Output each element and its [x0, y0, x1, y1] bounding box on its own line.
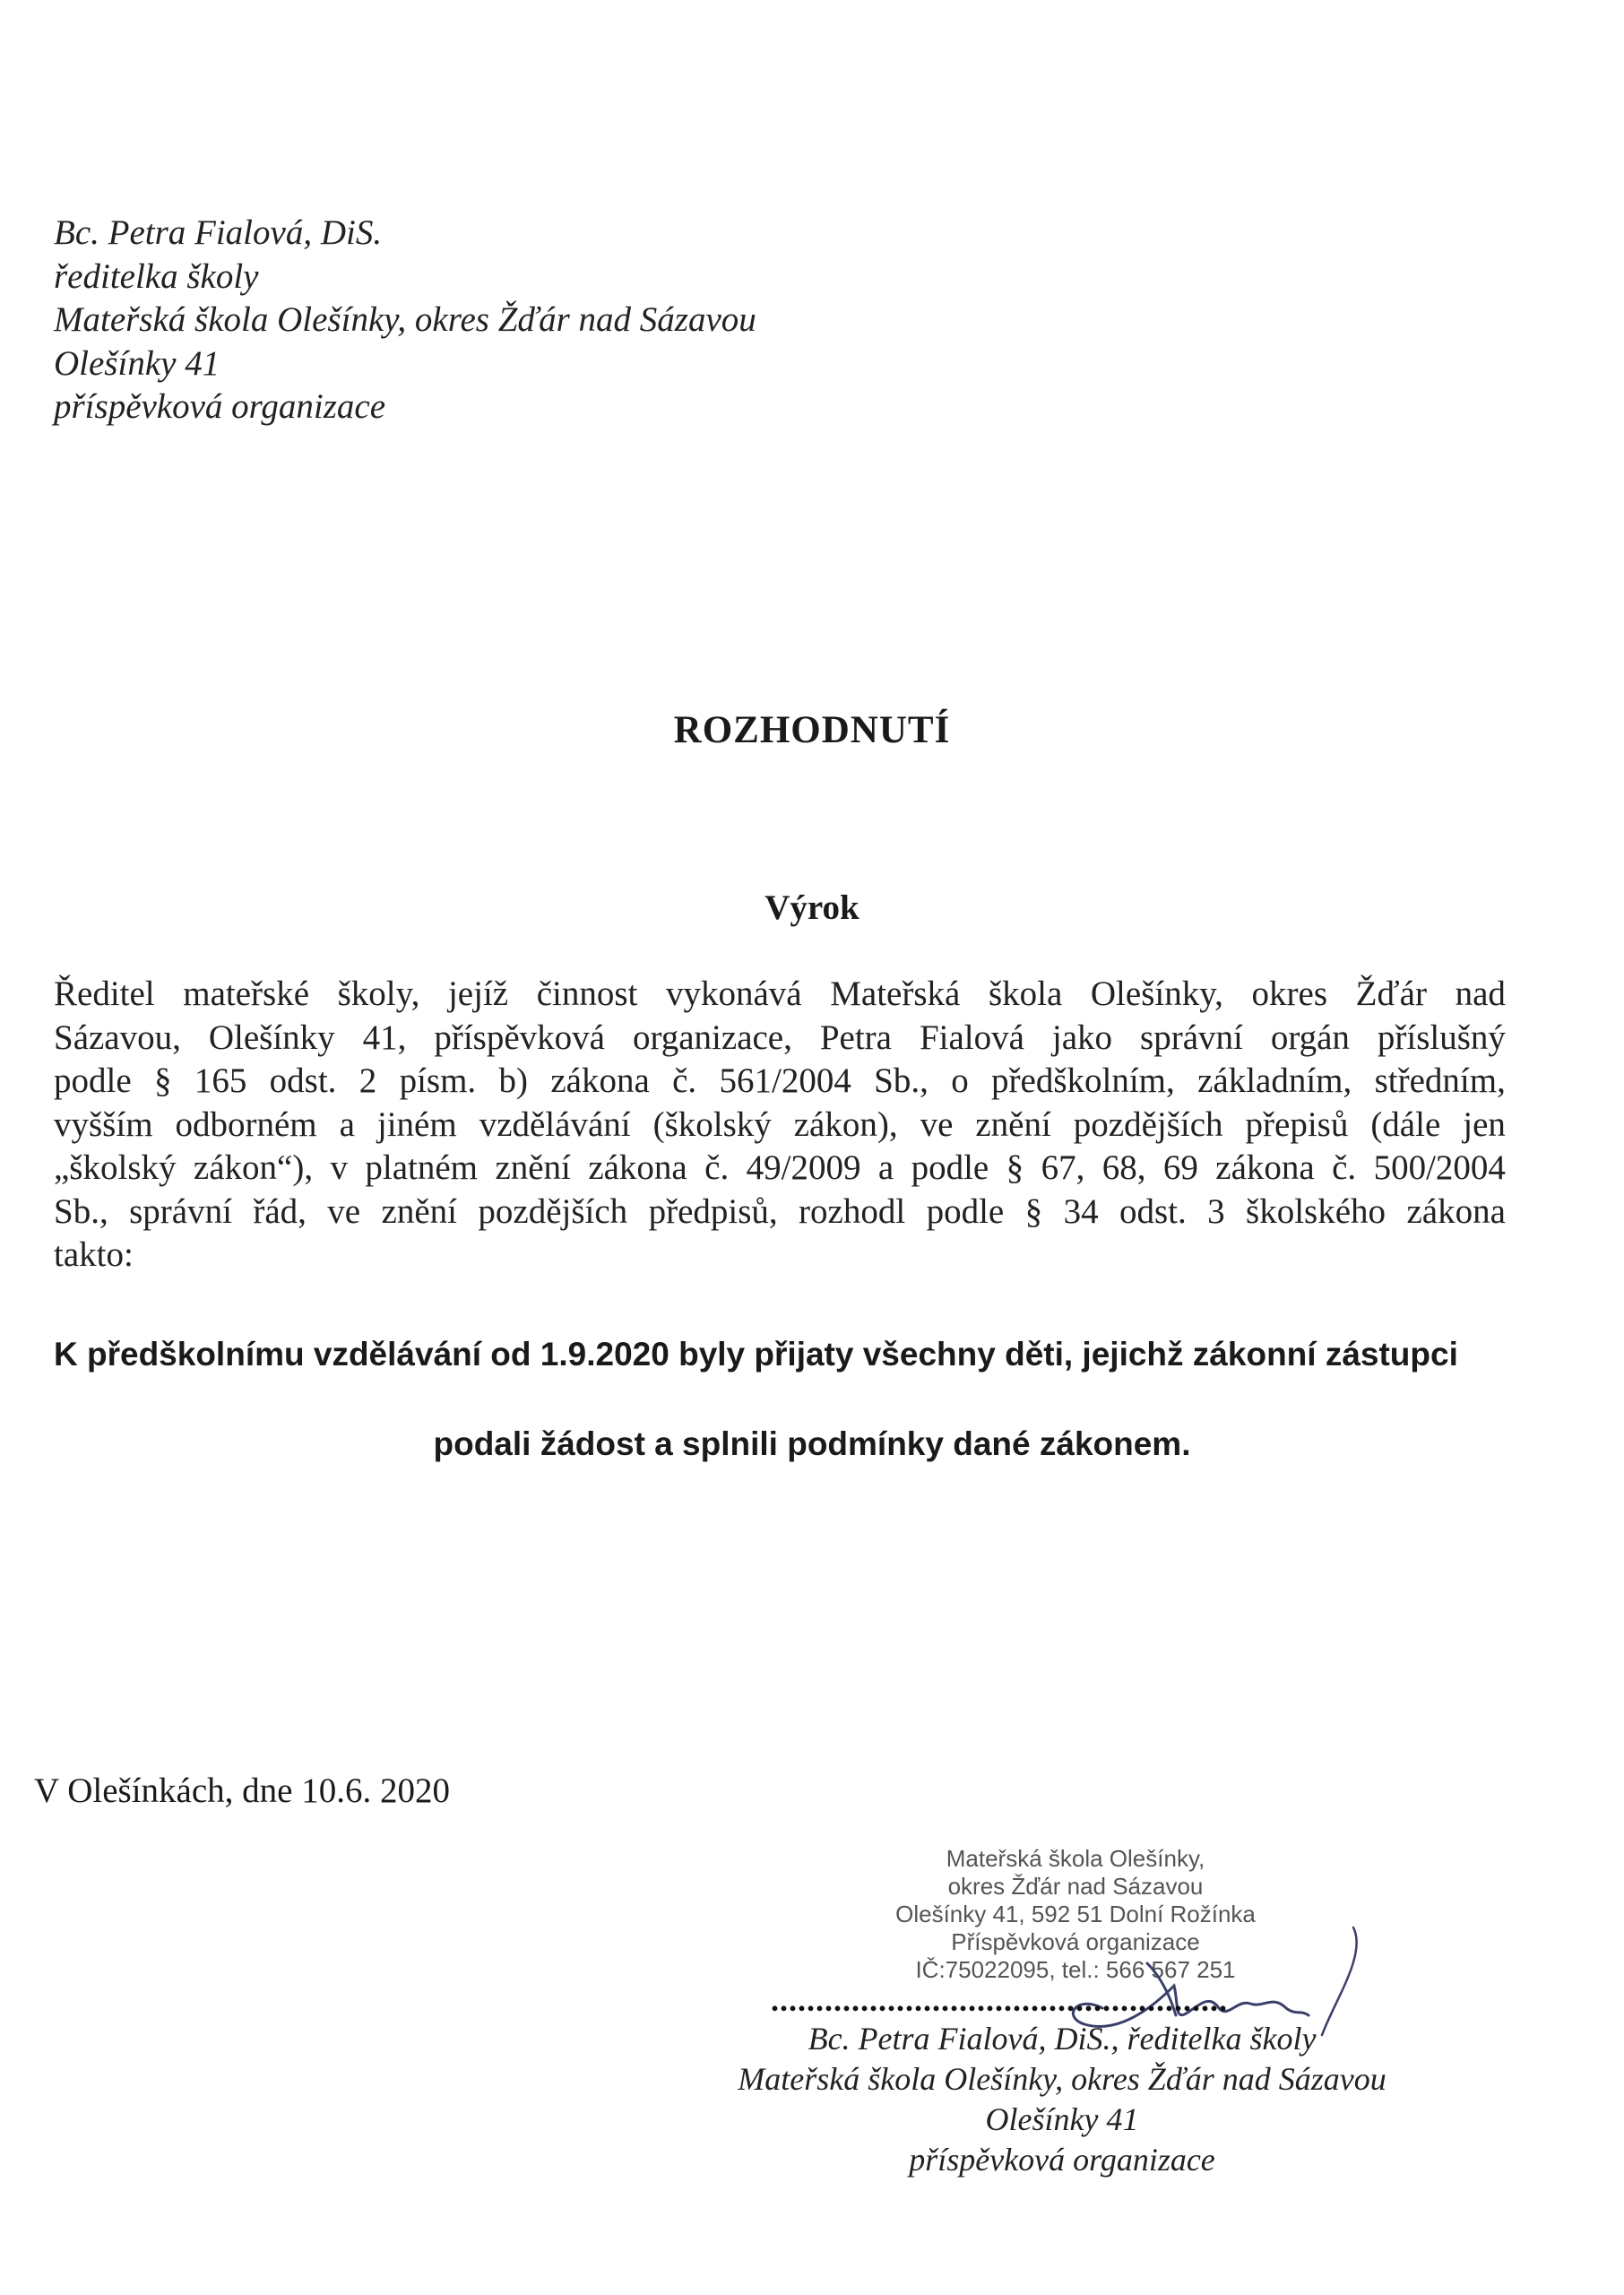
body-word: b)	[498, 1061, 528, 1100]
body-word: předpisů,	[648, 1191, 778, 1231]
body-word: Sb.,	[874, 1061, 929, 1100]
body-word: podle	[54, 1061, 132, 1100]
body-line	[54, 1060, 1506, 1104]
body-word: znění	[495, 1148, 571, 1187]
body-word: a	[339, 1104, 355, 1144]
body-word: Sázavou,	[54, 1018, 181, 1057]
body-word: správní	[1140, 1018, 1243, 1057]
body-word: základním,	[1197, 1061, 1352, 1100]
body-word: 68,	[1101, 1148, 1146, 1187]
body-word: jako	[1051, 1018, 1113, 1057]
body-word: středním,	[1374, 1061, 1506, 1100]
signature-line-text: Olešínky 41	[985, 2101, 1139, 2137]
body-word: okres	[1251, 974, 1328, 1013]
body-word: zákona	[588, 1148, 687, 1187]
body-word: Olešínky	[208, 1018, 335, 1057]
body-word: č.	[1332, 1148, 1357, 1187]
body-word: 69	[1162, 1148, 1198, 1187]
body-word: vzdělávání	[479, 1104, 631, 1144]
body-word: zákona	[550, 1061, 650, 1100]
body-word: znění	[975, 1104, 1051, 1144]
body-word: příspěvková	[434, 1018, 605, 1057]
body-word: č.	[672, 1061, 697, 1100]
header-line: Bc. Petra Fialová, DiS.	[54, 213, 383, 252]
body-word: o	[951, 1061, 969, 1100]
body-word: a	[877, 1148, 894, 1187]
body-word: Olešínky,	[1090, 974, 1223, 1013]
body-word: odst.	[1119, 1191, 1187, 1231]
body-word: mateřské	[183, 974, 310, 1013]
body-word: 165	[194, 1061, 247, 1100]
body-word: podle	[926, 1191, 1005, 1231]
body-word: vyšším	[54, 1104, 153, 1144]
signature-block	[681, 2019, 1443, 2180]
body-word: ve	[920, 1104, 954, 1144]
body-word: orgán	[1270, 1018, 1350, 1057]
body-word: §	[1006, 1148, 1024, 1187]
stamp-line: Olešínky 41, 592 51 Dolní Rožínka	[895, 1901, 1256, 1927]
body-word: školského	[1246, 1191, 1386, 1231]
sender-header	[54, 212, 756, 429]
signature-line-text: příspěvková organizace	[909, 2142, 1215, 2178]
body-word: znění	[381, 1191, 457, 1231]
body-word: §	[1024, 1191, 1043, 1231]
body-word: příslušný	[1377, 1018, 1506, 1057]
body-word: podle	[911, 1148, 989, 1187]
signature-line-text: Bc. Petra Fialová, DiS., ředitelka školy	[808, 2021, 1317, 2057]
body-word: činnost	[536, 974, 638, 1013]
body-word: 41,	[362, 1018, 407, 1057]
body-line	[54, 1191, 1506, 1234]
section-heading: Výrok	[764, 888, 860, 927]
body-word: 500/2004	[1373, 1148, 1506, 1187]
body-line	[54, 1017, 1506, 1061]
body-line	[54, 1147, 1506, 1191]
body-word: zákon“),	[193, 1148, 314, 1187]
body-word: přepisů	[1245, 1104, 1349, 1144]
body-word: zákon),	[793, 1104, 898, 1144]
body-word: Fialová	[919, 1018, 1024, 1057]
body-word: pozdějších	[1073, 1104, 1223, 1144]
header-line: Olešínky 41	[54, 343, 220, 383]
body-word: 3	[1207, 1191, 1225, 1231]
body-word: vykonává	[666, 974, 802, 1013]
stamp-line: IČ:75022095, tel.: 566 567 251	[915, 1956, 1236, 1983]
stamp-line: Příspěvková organizace	[951, 1928, 1200, 1955]
body-line	[54, 1104, 1506, 1148]
body-word: jejíž	[447, 974, 509, 1013]
decision-statement-line1: K předškolnímu vzdělávání od 1.9.2020 byly přijaty všechny děti, jejichž zákonní zástupci	[54, 1336, 1458, 1373]
body-word: odst.	[269, 1061, 337, 1100]
body-word: 34	[1063, 1191, 1099, 1231]
document-title: ROZHODNUTÍ	[673, 709, 951, 751]
place-date: V Olešínkách, dne 10.6. 2020	[34, 1771, 450, 1810]
body-word: škola	[988, 974, 1063, 1013]
signature-line-text: Mateřská škola Olešínky, okres Žďár nad Sázavou	[738, 2061, 1386, 2097]
body-word: odborném	[175, 1104, 317, 1144]
body-word: zákona	[1215, 1148, 1315, 1187]
decision-body	[54, 973, 1506, 1277]
body-word: č.	[704, 1148, 730, 1187]
body-word: pozdějších	[478, 1191, 628, 1231]
body-word: takto:	[54, 1235, 134, 1274]
body-line	[54, 973, 1506, 1017]
body-word: předškolním,	[991, 1061, 1175, 1100]
body-word: §	[153, 1061, 172, 1100]
header-line: ředitelka školy	[54, 256, 259, 296]
body-word: správní	[129, 1191, 232, 1231]
body-word: jiném	[376, 1104, 457, 1144]
body-word: nad	[1455, 974, 1506, 1013]
body-word: Sb.,	[54, 1191, 108, 1231]
header-line: příspěvková organizace	[54, 387, 386, 426]
body-word: Ředitel	[54, 974, 155, 1013]
body-word: (dále	[1370, 1104, 1441, 1144]
signature-line: ...................................................	[771, 1982, 1228, 2018]
body-word: školy,	[337, 974, 420, 1013]
body-word: organizace,	[632, 1018, 792, 1057]
body-word: „školský	[54, 1148, 177, 1187]
body-word: řád,	[253, 1191, 307, 1231]
decision-statement-line2: podali žádost a splnili podmínky dané zákonem.	[433, 1425, 1191, 1462]
body-word: jen	[1463, 1104, 1506, 1144]
body-word: 2	[358, 1061, 377, 1100]
header-line: Mateřská škola Olešínky, okres Žďár nad Sázavou	[54, 300, 756, 339]
body-word: 67,	[1041, 1148, 1085, 1187]
stamp-line: okres Žďár nad Sázavou	[947, 1873, 1204, 1900]
body-word: písm.	[399, 1061, 477, 1100]
body-word: Žďár	[1355, 974, 1427, 1013]
body-word: Petra	[819, 1018, 892, 1057]
body-line	[54, 1234, 1506, 1277]
body-word: 561/2004	[719, 1061, 851, 1100]
stamp-line: Mateřská škola Olešínky,	[946, 1845, 1205, 1872]
body-word: rozhodl	[799, 1191, 906, 1231]
body-word: zákona	[1406, 1191, 1506, 1231]
body-word: v	[330, 1148, 348, 1187]
body-word: ve	[327, 1191, 361, 1231]
body-word: (školský	[652, 1104, 772, 1144]
body-word: Mateřská	[830, 974, 961, 1013]
body-word: platném	[365, 1148, 479, 1187]
body-word: 49/2009	[746, 1148, 861, 1187]
